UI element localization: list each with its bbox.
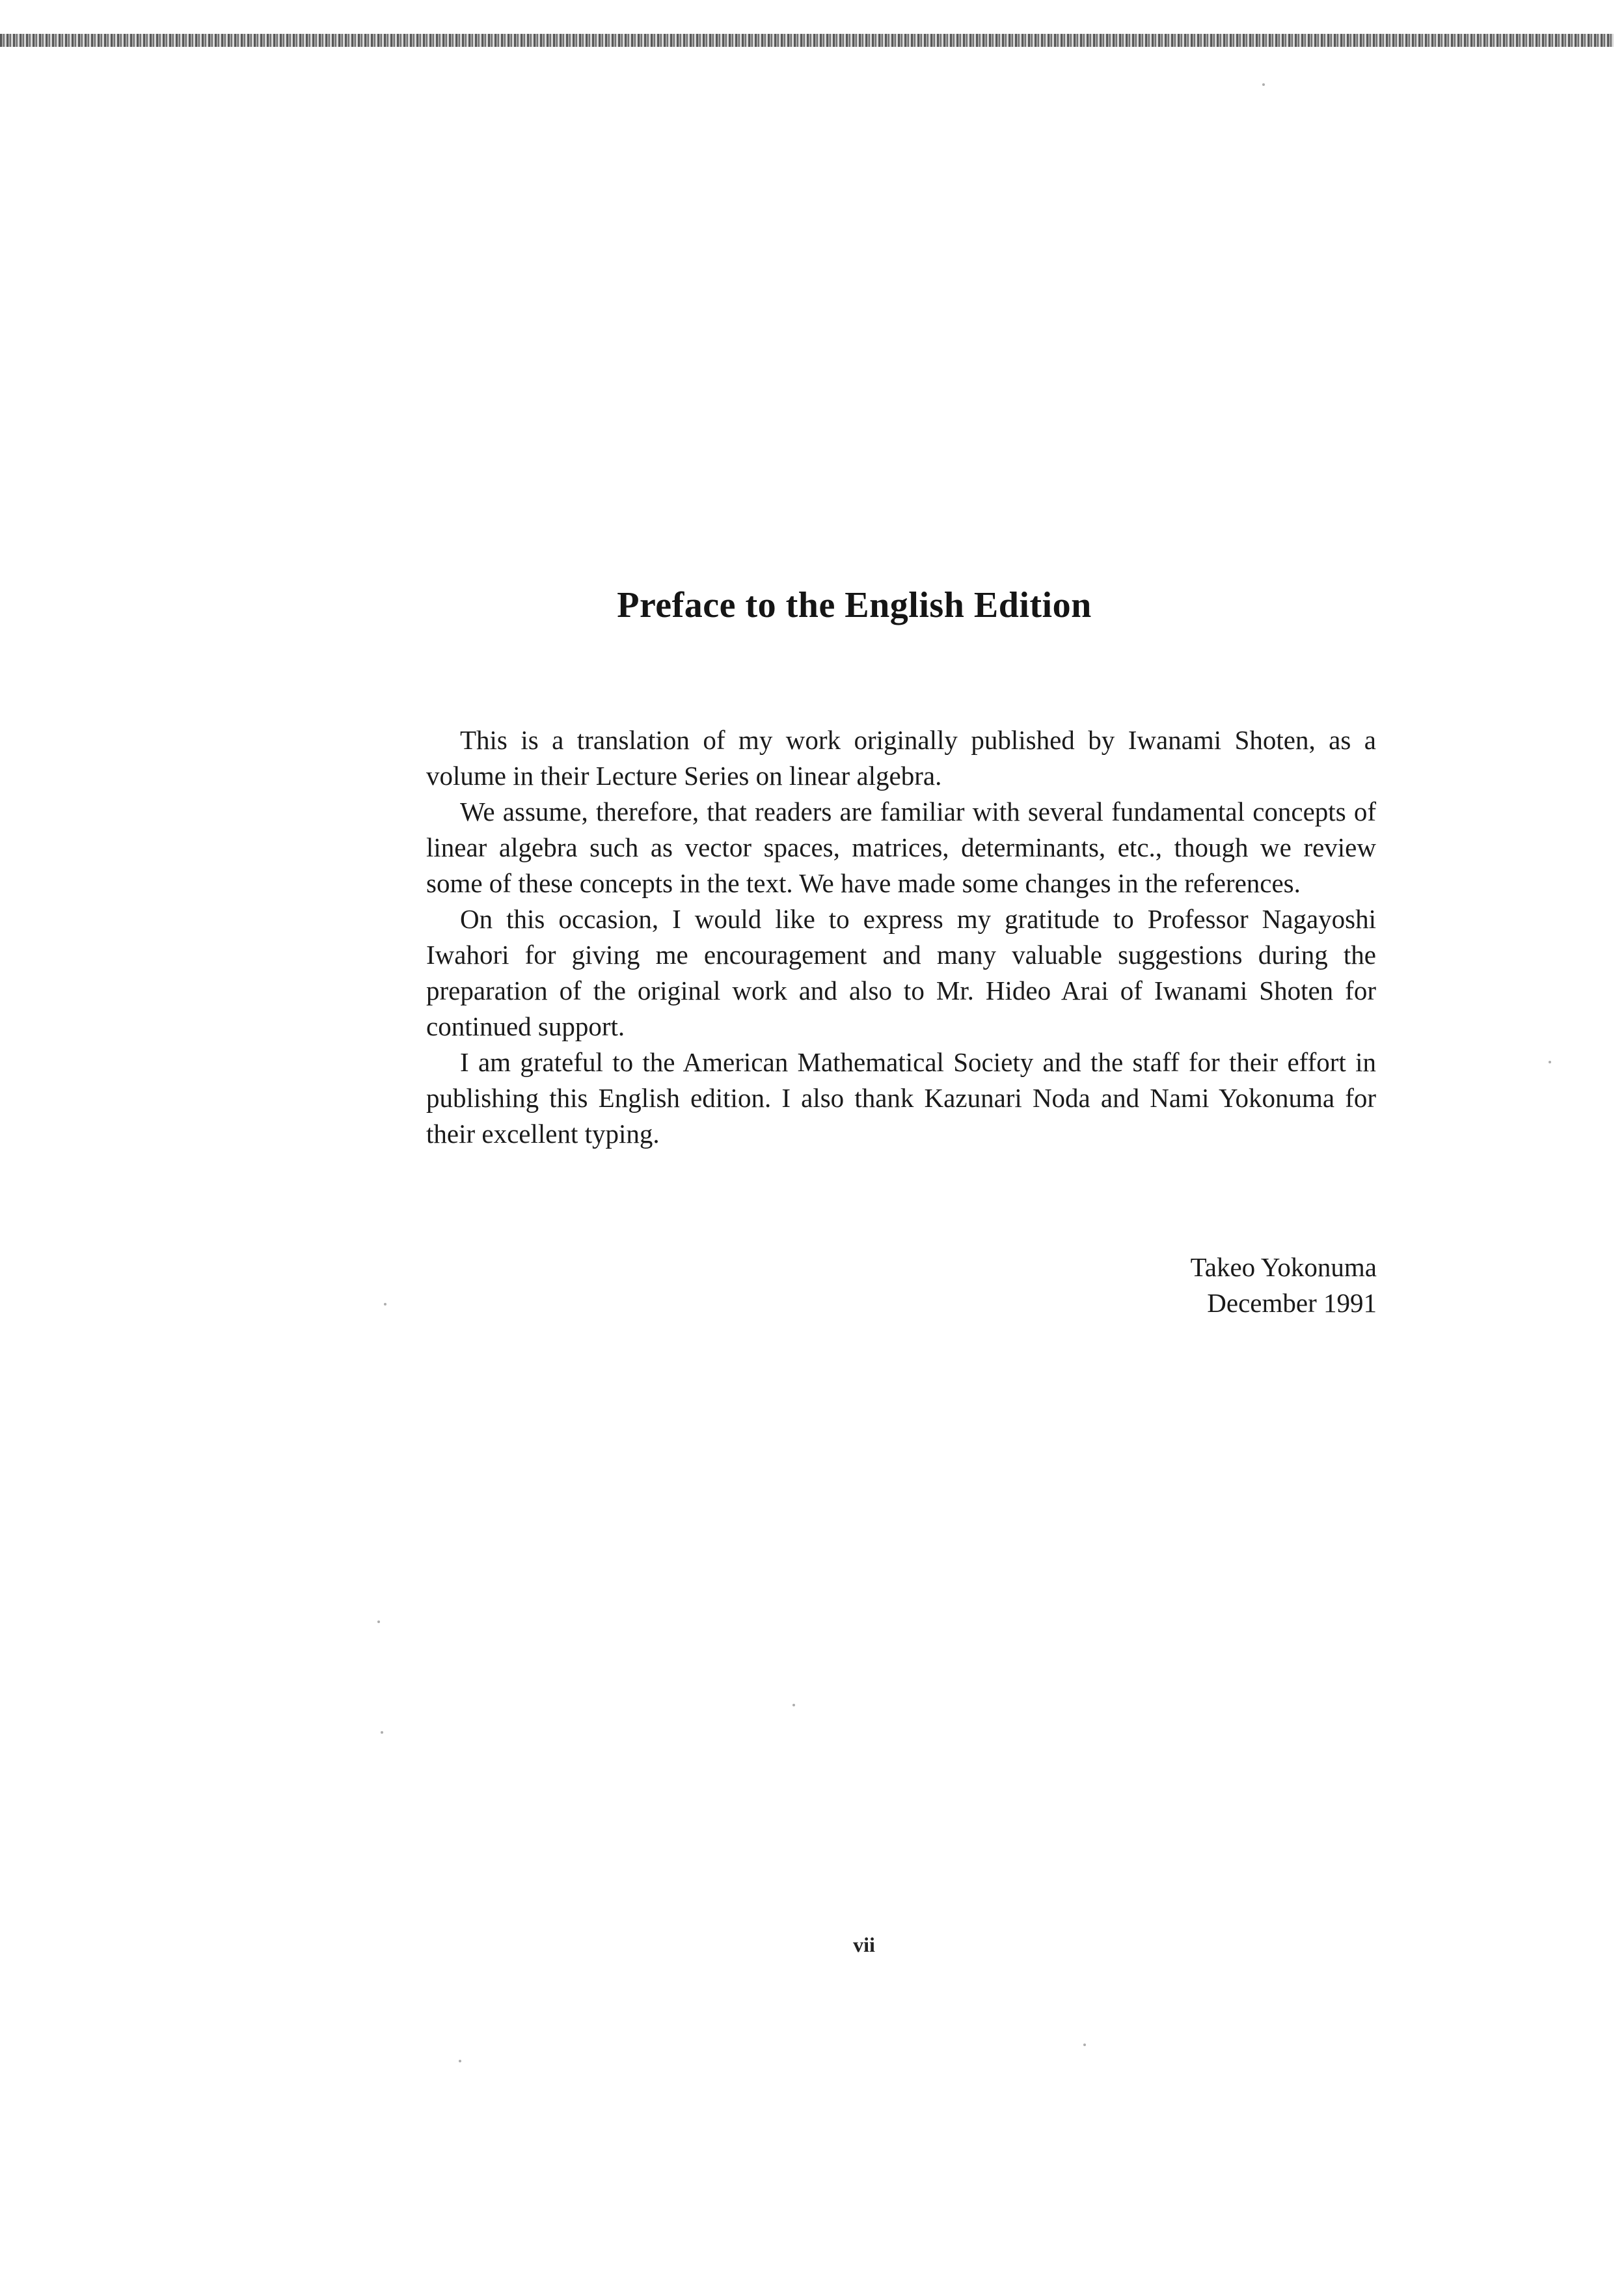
scan-speck bbox=[384, 1303, 386, 1306]
scan-edge-artifact bbox=[0, 34, 1614, 47]
page-number: vii bbox=[853, 1933, 875, 1956]
paragraph-1: This is a translation of my work originally published by Iwanami Shoten, as a volume in their Lecture Series on linear algebra. bbox=[426, 725, 1376, 791]
signature-date: December 1991 bbox=[1207, 1288, 1377, 1318]
scan-speck bbox=[459, 2060, 461, 2062]
scan-speck bbox=[377, 1620, 380, 1623]
scan-speck bbox=[792, 1704, 795, 1706]
page-title: Preface to the English Edition bbox=[617, 585, 1092, 625]
paragraph-2: We assume, therefore, that readers are familiar with several fundamental concepts of linear algebra such as vector spaces, matrices, determinants, etc., though we review some of these concepts in the text. We have made some changes in the references. bbox=[426, 797, 1376, 898]
author-name: Takeo Yokonuma bbox=[1190, 1252, 1377, 1282]
scan-speck bbox=[1262, 83, 1265, 86]
signature-block bbox=[1191, 1250, 1377, 1321]
scan-speck bbox=[1083, 2044, 1086, 2046]
paragraph-4: I am grateful to the American Mathematical Society and the staff for their effort in publishing this English edition. I also thank Kazunari Noda and Nami Yokonuma for their excellent typing. bbox=[426, 1047, 1376, 1149]
scan-speck bbox=[1549, 1061, 1551, 1063]
scan-speck bbox=[381, 1731, 383, 1734]
preface-body bbox=[426, 722, 1376, 1152]
paragraph-3: On this occasion, I would like to express my gratitude to Professor Nagayoshi Iwahori for giving me encouragement and many valuable suggestions during the preparation of the original work and also to Mr. Hideo Arai of Iwanami Shoten for continued support. bbox=[426, 904, 1376, 1041]
